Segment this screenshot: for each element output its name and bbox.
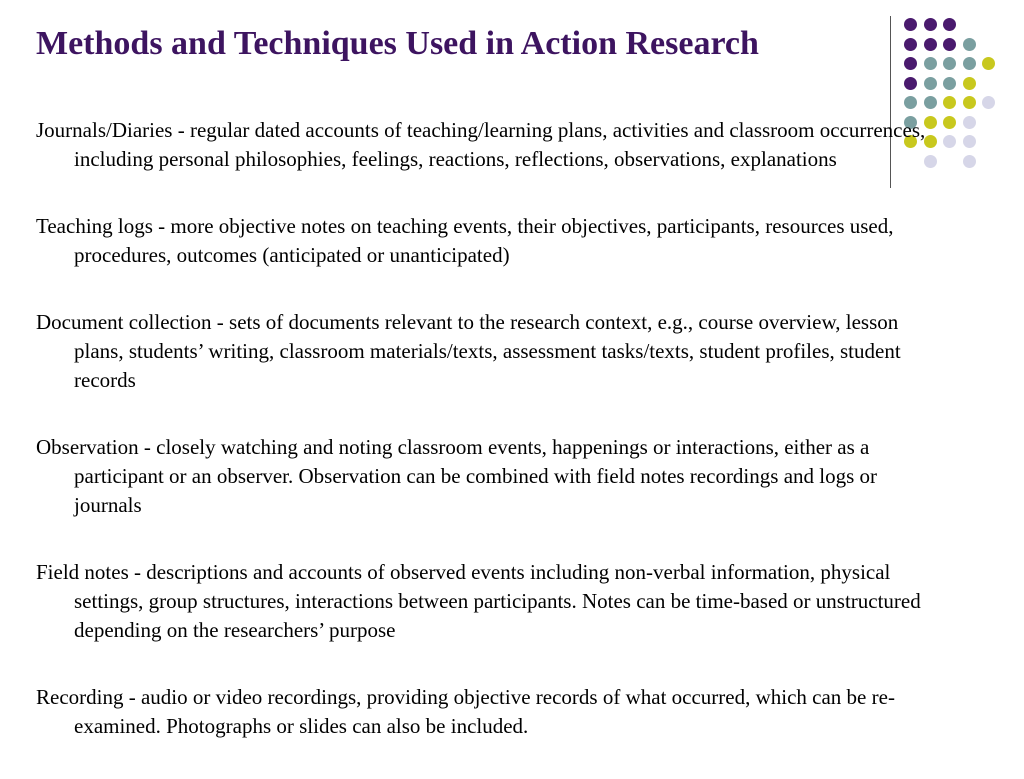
decorative-dot [982, 57, 995, 70]
decorative-dot [924, 96, 937, 109]
decorative-dot [943, 77, 956, 90]
decorative-dot [924, 77, 937, 90]
decorative-dot [924, 38, 937, 51]
decorative-dot [963, 77, 976, 90]
list-item-document-collection: Document collection - sets of documents relevant to the research context, e.g., course overview, lesson plans, students’ writing, classroom materials/texts, assessment tasks/texts, student profiles, student records [36, 310, 901, 392]
decorative-dot [924, 57, 937, 70]
decorative-dot [943, 135, 956, 148]
decorative-dot [924, 18, 937, 31]
list-item-observation: Observation - closely watching and noting classroom events, happenings or interactions, either as a participant or an observer. Observation can be combined with field notes recordings and logs or journals [36, 435, 878, 517]
list-item-field-notes: Field notes - descriptions and accounts of observed events including non-verbal information, physical settings, group structures, interactions between participants. Notes can be time-based or unstructured depending on the researchers’ purpose [36, 560, 921, 642]
decorative-dot [943, 18, 956, 31]
bullet-list [36, 116, 936, 779]
decorative-dot [963, 135, 976, 148]
decorative-dot [904, 57, 917, 70]
decorative-dot [943, 57, 956, 70]
decorative-dot [904, 77, 917, 90]
decorative-dot [963, 57, 976, 70]
decorative-dot [963, 96, 976, 109]
list-item-teaching-logs: Teaching logs - more objective notes on teaching events, their objectives, participants, resources used, procedures, outcomes (anticipated or unanticipated) [36, 214, 894, 267]
decorative-dot [963, 155, 976, 168]
decorative-dot [982, 96, 995, 109]
decorative-dot [904, 18, 917, 31]
decorative-dot [943, 96, 956, 109]
decorative-dot [904, 96, 917, 109]
decorative-dot [904, 38, 917, 51]
decorative-dot [943, 116, 956, 129]
slide-title: Methods and Techniques Used in Action Research [36, 25, 759, 62]
list-item-journals: Journals/Diaries - regular dated accounts of teaching/learning plans, activities and classroom occurrences, including personal philosophies, feelings, reactions, reflections, observations, explanations [36, 118, 926, 171]
decorative-dot [963, 116, 976, 129]
list-item-recording: Recording - audio or video recordings, providing objective records of what occurred, which can be re-examined. Photographs or slides can also be included. [36, 685, 895, 738]
decorative-dot [943, 38, 956, 51]
decorative-dot [963, 38, 976, 51]
